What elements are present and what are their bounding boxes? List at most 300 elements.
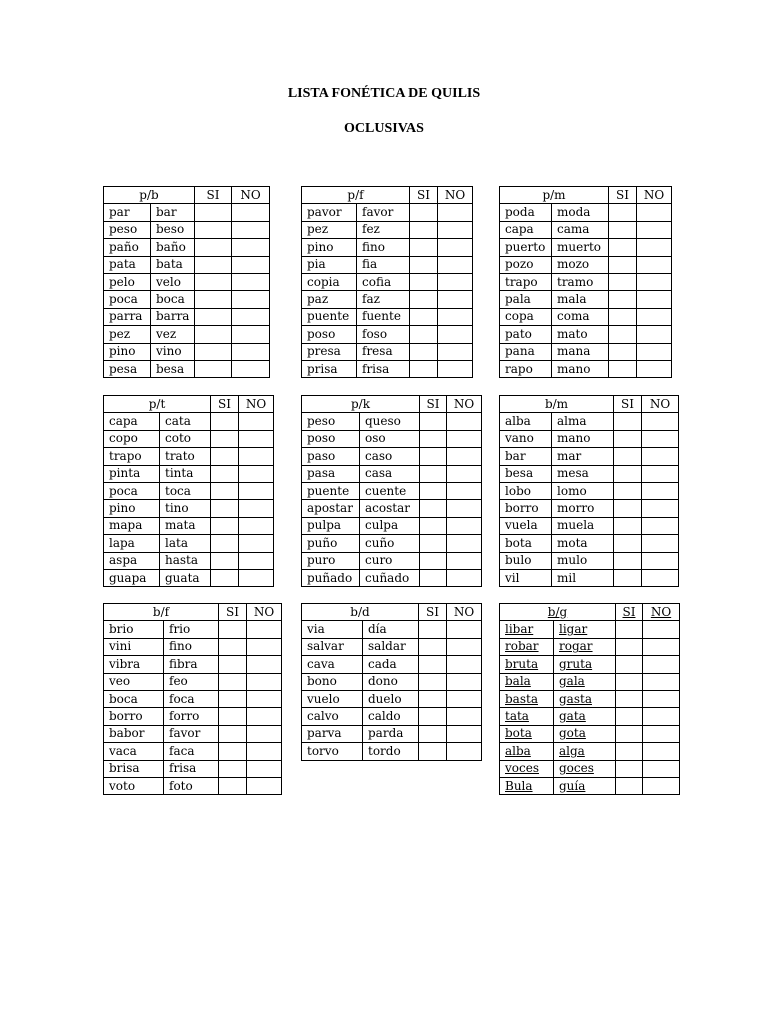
word-a: robar	[500, 638, 554, 655]
no-cell[interactable]	[239, 552, 274, 569]
phoneme-table-b-f	[103, 603, 282, 795]
si-cell[interactable]	[616, 673, 643, 690]
si-cell[interactable]	[211, 448, 239, 465]
si-cell[interactable]	[219, 673, 247, 690]
si-column-header: SI	[219, 604, 247, 621]
word-b: faca	[164, 743, 219, 760]
si-cell[interactable]	[616, 760, 643, 777]
no-cell[interactable]	[239, 482, 274, 499]
si-cell[interactable]	[614, 448, 642, 465]
no-cell[interactable]	[438, 256, 473, 273]
word-b: barra	[151, 308, 195, 325]
pair-header: p/m	[500, 187, 609, 204]
word-b: ligar	[554, 621, 616, 638]
si-cell[interactable]	[219, 708, 247, 725]
si-cell[interactable]	[211, 552, 239, 569]
si-cell[interactable]	[609, 291, 637, 308]
word-a: pino	[104, 500, 160, 517]
no-cell[interactable]	[642, 535, 679, 552]
no-cell[interactable]	[232, 326, 270, 343]
si-cell[interactable]	[614, 517, 642, 534]
no-cell[interactable]	[247, 725, 282, 742]
no-cell[interactable]	[232, 308, 270, 325]
no-cell[interactable]	[239, 517, 274, 534]
no-cell[interactable]	[438, 308, 473, 325]
si-cell[interactable]	[195, 308, 232, 325]
no-cell[interactable]	[247, 621, 282, 638]
no-cell[interactable]	[239, 430, 274, 447]
no-cell[interactable]	[447, 500, 482, 517]
phoneme-table-b-g	[499, 603, 680, 795]
word-a: pana	[500, 343, 552, 360]
si-cell[interactable]	[609, 308, 637, 325]
si-cell[interactable]	[195, 360, 232, 377]
si-cell[interactable]	[410, 273, 438, 290]
table-row	[104, 360, 270, 377]
word-a: bota	[500, 535, 552, 552]
no-cell[interactable]	[239, 448, 274, 465]
word-b: hasta	[160, 552, 211, 569]
si-cell[interactable]	[609, 273, 637, 290]
no-cell[interactable]	[447, 448, 482, 465]
no-cell[interactable]	[447, 552, 482, 569]
no-cell[interactable]	[447, 743, 482, 760]
no-cell[interactable]	[232, 239, 270, 256]
no-cell[interactable]	[642, 517, 679, 534]
no-cell[interactable]	[247, 638, 282, 655]
table-row	[104, 517, 274, 534]
no-cell[interactable]	[643, 760, 680, 777]
no-cell[interactable]	[642, 482, 679, 499]
si-cell[interactable]	[211, 430, 239, 447]
no-cell[interactable]	[637, 256, 672, 273]
no-cell[interactable]	[438, 239, 473, 256]
si-cell[interactable]	[195, 343, 232, 360]
si-cell[interactable]	[219, 656, 247, 673]
si-cell[interactable]	[219, 760, 247, 777]
table-row	[302, 465, 482, 482]
no-cell[interactable]	[447, 638, 482, 655]
si-cell[interactable]	[616, 777, 643, 794]
no-cell[interactable]	[247, 673, 282, 690]
si-cell[interactable]	[410, 204, 438, 221]
si-cell[interactable]	[219, 725, 247, 742]
no-cell[interactable]	[637, 326, 672, 343]
no-cell[interactable]	[438, 360, 473, 377]
no-cell[interactable]	[643, 708, 680, 725]
word-a: pato	[500, 326, 552, 343]
no-cell[interactable]	[447, 535, 482, 552]
no-cell[interactable]	[642, 500, 679, 517]
si-cell[interactable]	[614, 569, 642, 586]
word-b: foca	[164, 690, 219, 707]
no-cell[interactable]	[247, 777, 282, 794]
table-row	[104, 656, 282, 673]
si-cell[interactable]	[614, 552, 642, 569]
si-cell[interactable]	[419, 638, 447, 655]
si-column-header: SI	[420, 396, 447, 413]
si-cell[interactable]	[211, 535, 239, 552]
word-a: pez	[104, 326, 151, 343]
word-b: mata	[160, 517, 211, 534]
table-row	[104, 743, 282, 760]
table-row	[104, 777, 282, 794]
si-cell[interactable]	[614, 465, 642, 482]
si-cell[interactable]	[211, 465, 239, 482]
word-b: muela	[552, 517, 614, 534]
si-cell[interactable]	[616, 725, 643, 742]
word-a: boca	[104, 690, 164, 707]
no-column-header: NO	[247, 604, 282, 621]
no-cell[interactable]	[642, 430, 679, 447]
no-cell[interactable]	[637, 360, 672, 377]
si-cell[interactable]	[410, 360, 438, 377]
no-cell[interactable]	[447, 708, 482, 725]
si-cell[interactable]	[419, 743, 447, 760]
table-row	[302, 448, 482, 465]
no-cell[interactable]	[643, 690, 680, 707]
word-a: poca	[104, 482, 160, 499]
no-cell[interactable]	[438, 221, 473, 238]
no-cell[interactable]	[447, 413, 482, 430]
table-row	[104, 621, 282, 638]
word-b: moda	[552, 204, 609, 221]
no-cell[interactable]	[642, 552, 679, 569]
table-header-row	[500, 187, 672, 204]
pair-header: b/g	[500, 604, 616, 621]
word-b: mar	[552, 448, 614, 465]
no-cell[interactable]	[637, 273, 672, 290]
no-cell[interactable]	[643, 777, 680, 794]
word-b: rogar	[554, 638, 616, 655]
si-cell[interactable]	[211, 500, 239, 517]
phoneme-table-p-b	[103, 186, 270, 378]
no-cell[interactable]	[637, 204, 672, 221]
si-cell[interactable]	[614, 482, 642, 499]
table-row	[302, 413, 482, 430]
si-cell[interactable]	[609, 360, 637, 377]
no-cell[interactable]	[637, 291, 672, 308]
no-cell[interactable]	[232, 256, 270, 273]
no-column-header: NO	[232, 187, 270, 204]
si-cell[interactable]	[410, 256, 438, 273]
no-cell[interactable]	[232, 204, 270, 221]
word-a: borro	[104, 708, 164, 725]
no-cell[interactable]	[247, 760, 282, 777]
no-cell[interactable]	[447, 656, 482, 673]
pair-header: b/f	[104, 604, 219, 621]
word-b: duelo	[363, 690, 419, 707]
word-b: alma	[552, 413, 614, 430]
no-cell[interactable]	[643, 621, 680, 638]
no-cell[interactable]	[642, 448, 679, 465]
table-row	[302, 326, 473, 343]
no-cell[interactable]	[447, 725, 482, 742]
si-cell[interactable]	[419, 621, 447, 638]
si-cell[interactable]	[614, 413, 642, 430]
table-header-row	[104, 187, 270, 204]
no-cell[interactable]	[447, 430, 482, 447]
si-cell[interactable]	[609, 256, 637, 273]
si-cell[interactable]	[195, 239, 232, 256]
word-b: día	[363, 621, 419, 638]
si-cell[interactable]	[420, 430, 447, 447]
word-a: peso	[104, 221, 151, 238]
si-cell[interactable]	[419, 673, 447, 690]
table-header-row	[302, 187, 473, 204]
si-cell[interactable]	[410, 239, 438, 256]
word-a: vaca	[104, 743, 164, 760]
word-a: poca	[104, 291, 151, 308]
no-cell[interactable]	[232, 221, 270, 238]
si-cell[interactable]	[195, 204, 232, 221]
no-cell[interactable]	[447, 465, 482, 482]
no-cell[interactable]	[447, 621, 482, 638]
phoneme-table-p-f	[301, 186, 473, 378]
si-cell[interactable]	[195, 326, 232, 343]
phoneme-table-b-d	[301, 603, 482, 761]
si-cell[interactable]	[410, 343, 438, 360]
table-row	[104, 535, 274, 552]
table-row	[302, 430, 482, 447]
si-cell[interactable]	[219, 621, 247, 638]
table-row	[302, 690, 482, 707]
word-b: trato	[160, 448, 211, 465]
si-cell[interactable]	[219, 743, 247, 760]
word-a: tata	[500, 708, 554, 725]
no-cell[interactable]	[232, 360, 270, 377]
table-row	[302, 360, 473, 377]
no-cell[interactable]	[438, 326, 473, 343]
word-b: favor	[164, 725, 219, 742]
si-cell[interactable]	[420, 448, 447, 465]
si-cell[interactable]	[419, 708, 447, 725]
si-cell[interactable]	[195, 273, 232, 290]
no-cell[interactable]	[642, 465, 679, 482]
si-cell[interactable]	[616, 708, 643, 725]
si-cell[interactable]	[410, 308, 438, 325]
si-cell[interactable]	[609, 204, 637, 221]
table-row	[500, 221, 672, 238]
si-cell[interactable]	[420, 517, 447, 534]
table-row	[500, 256, 672, 273]
word-b: alga	[554, 743, 616, 760]
word-a: pata	[104, 256, 151, 273]
no-cell[interactable]	[232, 343, 270, 360]
phoneme-table-p-t	[103, 395, 274, 587]
no-cell[interactable]	[643, 725, 680, 742]
table-row	[500, 204, 672, 221]
no-cell[interactable]	[232, 291, 270, 308]
word-a: bulo	[500, 552, 552, 569]
si-cell[interactable]	[609, 221, 637, 238]
word-a: par	[104, 204, 151, 221]
word-b: queso	[360, 413, 420, 430]
table-row	[104, 690, 282, 707]
no-column-header: NO	[438, 187, 473, 204]
no-cell[interactable]	[642, 569, 679, 586]
no-cell[interactable]	[447, 517, 482, 534]
si-cell[interactable]	[195, 221, 232, 238]
word-a: paz	[302, 291, 357, 308]
pair-header: p/k	[302, 396, 420, 413]
word-b: tino	[160, 500, 211, 517]
si-cell[interactable]	[211, 482, 239, 499]
no-cell[interactable]	[637, 343, 672, 360]
table-row	[500, 638, 680, 655]
si-cell[interactable]	[609, 343, 637, 360]
table-row	[302, 708, 482, 725]
si-cell[interactable]	[420, 465, 447, 482]
no-cell[interactable]	[642, 413, 679, 430]
si-cell[interactable]	[420, 569, 447, 586]
word-a: copa	[500, 308, 552, 325]
si-cell[interactable]	[211, 569, 239, 586]
si-cell[interactable]	[420, 535, 447, 552]
word-a: voto	[104, 777, 164, 794]
no-cell[interactable]	[447, 673, 482, 690]
no-cell[interactable]	[438, 343, 473, 360]
word-b: cada	[363, 656, 419, 673]
table-row	[500, 291, 672, 308]
word-b: vino	[151, 343, 195, 360]
no-cell[interactable]	[232, 273, 270, 290]
word-a: puro	[302, 552, 360, 569]
si-cell[interactable]	[219, 777, 247, 794]
word-b: guía	[554, 777, 616, 794]
word-b: fibra	[164, 656, 219, 673]
word-b: frio	[164, 621, 219, 638]
no-cell[interactable]	[643, 673, 680, 690]
si-cell[interactable]	[195, 256, 232, 273]
si-column-header: SI	[609, 187, 637, 204]
si-cell[interactable]	[420, 500, 447, 517]
si-cell[interactable]	[616, 621, 643, 638]
table-row	[500, 326, 672, 343]
table-row	[500, 360, 672, 377]
word-a: voces	[500, 760, 554, 777]
word-b: tordo	[363, 743, 419, 760]
word-a: bruta	[500, 656, 554, 673]
no-cell[interactable]	[438, 273, 473, 290]
si-cell[interactable]	[211, 517, 239, 534]
si-cell[interactable]	[419, 725, 447, 742]
word-b: saldar	[363, 638, 419, 655]
si-cell[interactable]	[219, 690, 247, 707]
si-cell[interactable]	[616, 638, 643, 655]
no-cell[interactable]	[643, 656, 680, 673]
word-a: pino	[104, 343, 151, 360]
table-row	[500, 239, 672, 256]
word-b: cama	[552, 221, 609, 238]
no-cell[interactable]	[447, 690, 482, 707]
table-row	[500, 430, 679, 447]
word-b: cuñado	[360, 569, 420, 586]
no-cell[interactable]	[239, 500, 274, 517]
no-column-header: NO	[637, 187, 672, 204]
no-cell[interactable]	[239, 569, 274, 586]
no-cell[interactable]	[643, 743, 680, 760]
table-row	[500, 673, 680, 690]
word-b: fia	[357, 256, 410, 273]
word-a: veo	[104, 673, 164, 690]
table-row	[302, 535, 482, 552]
word-b: feo	[164, 673, 219, 690]
si-cell[interactable]	[420, 552, 447, 569]
table-row	[104, 552, 274, 569]
si-cell[interactable]	[419, 690, 447, 707]
si-cell[interactable]	[420, 482, 447, 499]
si-cell[interactable]	[211, 413, 239, 430]
si-cell[interactable]	[614, 535, 642, 552]
page-title: LISTA FONÉTICA DE QUILIS	[287, 86, 481, 101]
no-cell[interactable]	[447, 482, 482, 499]
word-a: calvo	[302, 708, 363, 725]
word-b: velo	[151, 273, 195, 290]
no-cell[interactable]	[438, 204, 473, 221]
word-b: mano	[552, 430, 614, 447]
si-cell[interactable]	[410, 221, 438, 238]
no-cell[interactable]	[637, 239, 672, 256]
no-cell[interactable]	[247, 690, 282, 707]
table-row	[104, 673, 282, 690]
word-b: guata	[160, 569, 211, 586]
table-header-row	[500, 604, 680, 621]
no-cell[interactable]	[239, 413, 274, 430]
word-b: tinta	[160, 465, 211, 482]
si-cell[interactable]	[616, 656, 643, 673]
word-a: copo	[104, 430, 160, 447]
table-row	[500, 708, 680, 725]
table-row	[500, 500, 679, 517]
no-cell[interactable]	[447, 569, 482, 586]
no-cell[interactable]	[239, 465, 274, 482]
no-cell[interactable]	[637, 308, 672, 325]
si-cell[interactable]	[614, 500, 642, 517]
word-a: trapo	[500, 273, 552, 290]
table-row	[500, 517, 679, 534]
table-row	[302, 552, 482, 569]
si-cell[interactable]	[609, 239, 637, 256]
si-cell[interactable]	[410, 291, 438, 308]
table-row	[104, 308, 270, 325]
page-subtitle: OCLUSIVAS	[344, 121, 424, 136]
no-cell[interactable]	[247, 708, 282, 725]
table-row	[302, 569, 482, 586]
no-cell[interactable]	[637, 221, 672, 238]
si-cell[interactable]	[219, 638, 247, 655]
si-cell[interactable]	[616, 690, 643, 707]
si-cell[interactable]	[616, 743, 643, 760]
no-cell[interactable]	[247, 743, 282, 760]
si-cell[interactable]	[420, 413, 447, 430]
no-cell[interactable]	[239, 535, 274, 552]
word-a: prisa	[302, 360, 357, 377]
si-cell[interactable]	[614, 430, 642, 447]
table-row	[302, 291, 473, 308]
si-column-header: SI	[195, 187, 232, 204]
word-b: gruta	[554, 656, 616, 673]
si-cell[interactable]	[410, 326, 438, 343]
word-a: pelo	[104, 273, 151, 290]
no-cell[interactable]	[438, 291, 473, 308]
no-cell[interactable]	[247, 656, 282, 673]
no-cell[interactable]	[643, 638, 680, 655]
si-cell[interactable]	[419, 656, 447, 673]
si-cell[interactable]	[195, 291, 232, 308]
si-cell[interactable]	[609, 326, 637, 343]
word-b: tramo	[552, 273, 609, 290]
